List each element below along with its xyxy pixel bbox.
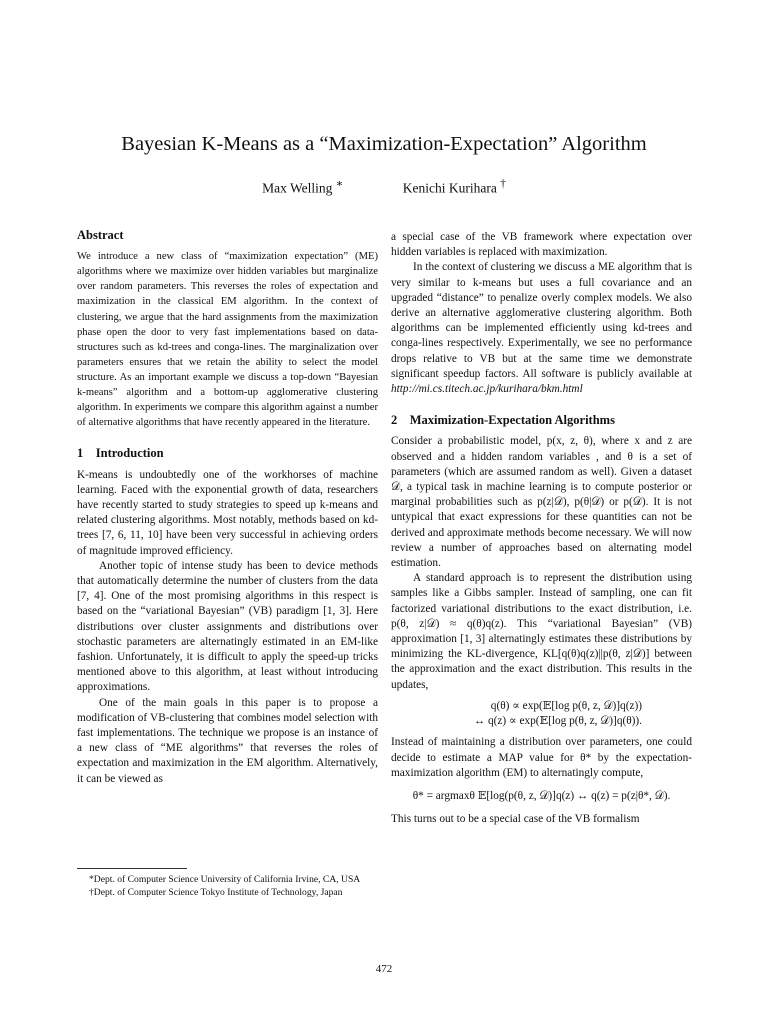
software-url[interactable]: http://mi.cs.titech.ac.jp/kurihara/bkm.html	[391, 383, 583, 396]
footnote-1: *Dept. of Computer Science University of California Irvine, CA, USA	[89, 874, 361, 885]
section-2-heading: 2 Maximization-Expectation Algorithms	[391, 413, 615, 428]
abstract-heading: Abstract	[77, 228, 124, 242]
left-column	[77, 228, 378, 787]
footnote-2: †Dept. of Computer Science Tokyo Institute of Technology, Japan	[89, 886, 343, 898]
section-1-heading: 1 Introduction	[77, 446, 164, 461]
equation-em: θ* = argmaxθ 𝔼[log(p(θ, z, 𝒟)]q(z) ↔ q(z) = p(z|θ*, 𝒟).	[412, 789, 671, 802]
author-2: Kenichi Kurihara †	[402, 178, 506, 196]
equation-vb-q-z: ↔ q(z) ∝ exp(𝔼[log p(θ, z, 𝒟)]q(θ)).	[473, 715, 642, 728]
author-1: Max Welling ∗	[262, 178, 344, 196]
equation-vb-q-theta: q(θ) ∝ exp(𝔼[log p(θ, z, 𝒟)]q(z))	[490, 699, 642, 712]
intro-paragraph-3: One of the main goals in this paper is to propose a modification of VB-clustering that combines model selection with fast implementations. The technique we propose is an instance of a new class of “ME algorithms” that reverses the roles of expectation and maximization in the EM algorithm. Alternatively, it can be viewed as	[77, 696, 378, 785]
footnotes	[77, 874, 378, 899]
intro-paragraph-2: Another topic of intense study has been to device methods that automatically determine the number of clusters from the data [7, 4]. One of the most promising algorithms in this respect is based on the “variational Bayesian” (VB) paradigm [1, 3]. Here distributions over cluster assignments and distributions over stochastic parameters are alternatingly estimated in an EM-like fashion. Unfortunately, it is difficult to apply the speed-up tricks mentioned above to this algorithm, at least without introducing approximations.	[77, 559, 378, 694]
me-paragraph-2: A standard approach is to represent the distribution using samples like a Gibbs sampler. Instead of sampling, one can fit factorized variational distributions to the exact distribution, i.e. p(θ, z|𝒟) ≈ q(θ)q(z). This “variational Bayesian” (VB) approximation [1, 3] alternatingly estimates these distributions by minimizing the KL-divergence, KL[q(θ)q(z)||p(θ, z|𝒟)] between the approximation and the exact distribution. This results in the updates,	[391, 572, 692, 691]
page-number: 472	[375, 963, 393, 975]
author-line	[0, 177, 768, 197]
me-paragraph-1: Consider a probabilistic model, p(x, z, θ), where x and z are observed and a hidden random variables , and θ is a set of parameters (which are assumed random as well). Given a dataset 𝒟, a typical task in machine learning is to compute posterior or marginal probabilities such as p(z|𝒟), p(θ|𝒟) or p(𝒟). It is not untypical that exact expressions for these quantities can not be derived and approximate methods become necessary. We will now review a number of approaches based on alternating model estimation.	[391, 435, 692, 570]
abstract-text: We introduce a new class of “maximization expectation” (ME) algorithms where we maximize over hidden variables but marginalize over random parameters. This reverses the roles of expectation and maximization in the classical EM algorithm. In the context of clustering, we argue that the hard assignments from the maximization phase open the door to very fast implementations based on data-structures such as kd-trees and conga-lines. The marginalization over parameters ensures that we retain the ability to select the model structure. As an important example we discuss a top-down “Bayesian k-means” algorithm and a bottom-up agglomerative clustering algorithm. In experiments we compare this algorithm against a number of alternative algorithms that have recently appeared in the literature.	[77, 251, 378, 429]
paper-title: Bayesian K-Means as a “Maximization-Expectation” Algorithm	[121, 133, 647, 155]
footnote-rule	[77, 868, 187, 869]
intro-paragraph-4: a special case of the VB framework where expectation over hidden variables is replaced with maximization.	[391, 231, 692, 259]
intro-paragraph-5: In the context of clustering we discuss a ME algorithm that is very similar to k-means but uses a full covariance and an upgraded “distance” to penalize overly complex models. We also derive an alternative agglomerative clustering algorithm. Both algorithms can be implemented efficiently using kd-trees and conga-lines respectively. Experimentally, we see no performance drops relative to VB but at the same time we demonstrate significant speedup factors. All software is publicly available at http://mi.cs.titech.ac.jp/kurihara/bkm.html	[391, 261, 692, 396]
intro-paragraph-1: K-means is undoubtedly one of the workhorses of machine learning. Faced with the exponential growth of data, researchers have recently started to study strategies to speed up k-means and related clustering algorithms. Most notably, methods based on kd-trees [7, 6, 11, 10] have been very successful in achieving orders of magnitude improved efficiency.	[77, 468, 378, 557]
right-column	[391, 230, 692, 827]
me-paragraph-3: Instead of maintaining a distribution over parameters, one could decide to estimate a MAP value for θ* by the expectation-maximization algorithm (EM) to alternatingly compute,	[391, 736, 692, 779]
equation-vb-updates	[391, 699, 692, 729]
me-paragraph-4: This turns out to be a special case of the VB formalism	[391, 813, 640, 826]
